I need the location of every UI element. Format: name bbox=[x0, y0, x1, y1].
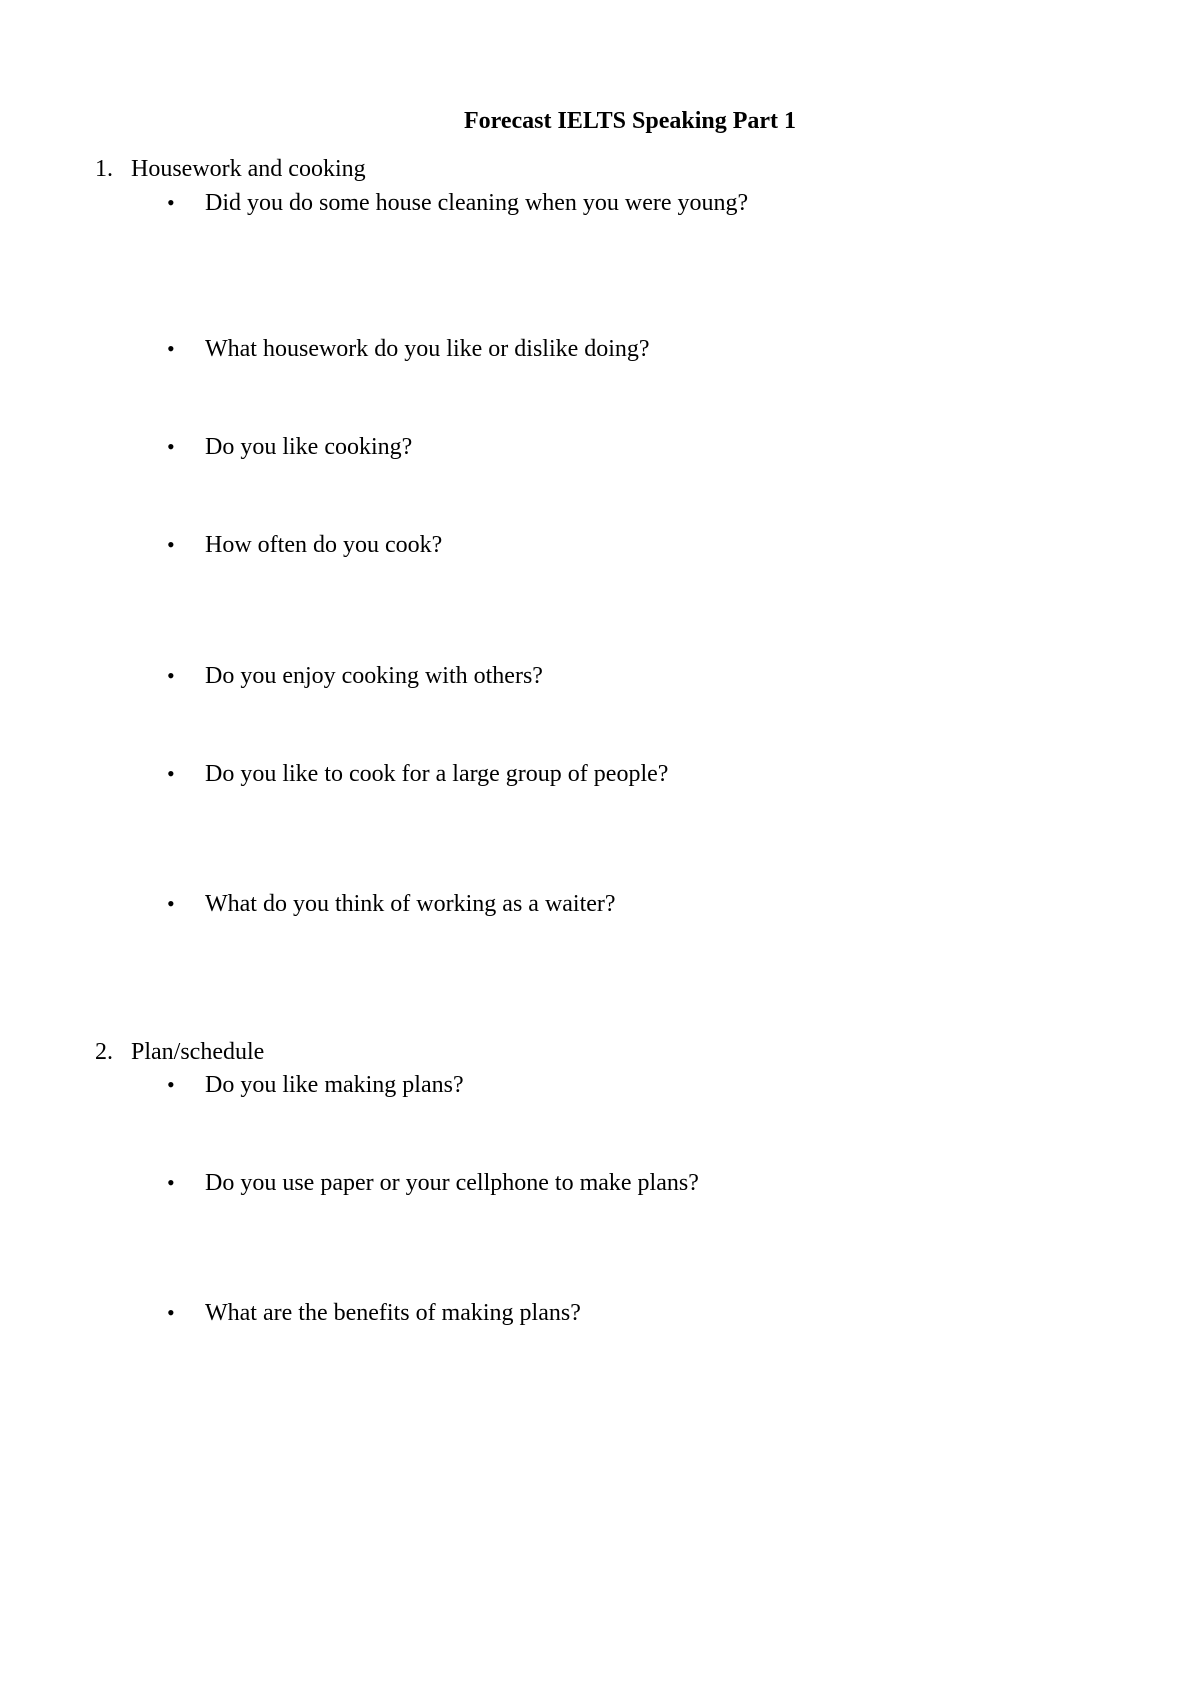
list-item bbox=[167, 188, 748, 218]
list-item bbox=[167, 530, 442, 560]
section-heading-housework bbox=[95, 154, 366, 184]
list-item bbox=[167, 661, 543, 691]
list-item bbox=[167, 1168, 699, 1198]
bullet-icon: • bbox=[167, 336, 175, 361]
question-text: Do you use paper or your cellphone to make plans? bbox=[205, 1170, 699, 1196]
list-item bbox=[167, 759, 668, 789]
question-text: What do you think of working as a waiter? bbox=[205, 891, 616, 917]
list-item bbox=[167, 1070, 464, 1100]
question-text: Do you like making plans? bbox=[205, 1072, 464, 1098]
question-text: Do you like cooking? bbox=[205, 434, 413, 460]
section-heading-text: Housework and cooking bbox=[131, 156, 366, 182]
bullet-icon: • bbox=[167, 532, 175, 557]
bullet-icon: • bbox=[167, 663, 175, 688]
bullet-icon: • bbox=[167, 190, 175, 215]
section-heading-text: Plan/schedule bbox=[131, 1039, 265, 1065]
list-item bbox=[167, 889, 616, 919]
bullet-icon: • bbox=[167, 1300, 175, 1325]
section-number: 1. bbox=[95, 156, 113, 182]
question-text: What housework do you like or dislike doing? bbox=[205, 336, 650, 362]
section-number: 2. bbox=[95, 1039, 113, 1065]
question-text: Do you like to cook for a large group of people? bbox=[205, 761, 669, 787]
bullet-icon: • bbox=[167, 1072, 175, 1097]
bullet-icon: • bbox=[167, 891, 175, 916]
bullet-icon: • bbox=[167, 434, 175, 459]
bullet-icon: • bbox=[167, 1170, 175, 1195]
question-text: Do you enjoy cooking with others? bbox=[205, 663, 543, 689]
question-text: Did you do some house cleaning when you were young? bbox=[205, 190, 749, 216]
question-text: What are the benefits of making plans? bbox=[205, 1300, 581, 1326]
list-item bbox=[167, 1298, 581, 1328]
question-text: How often do you cook? bbox=[205, 532, 443, 558]
list-item bbox=[167, 334, 650, 364]
section-heading-plan bbox=[95, 1037, 264, 1067]
document-title: Forecast IELTS Speaking Part 1 bbox=[463, 108, 797, 134]
bullet-icon: • bbox=[167, 761, 175, 786]
list-item bbox=[167, 432, 412, 462]
